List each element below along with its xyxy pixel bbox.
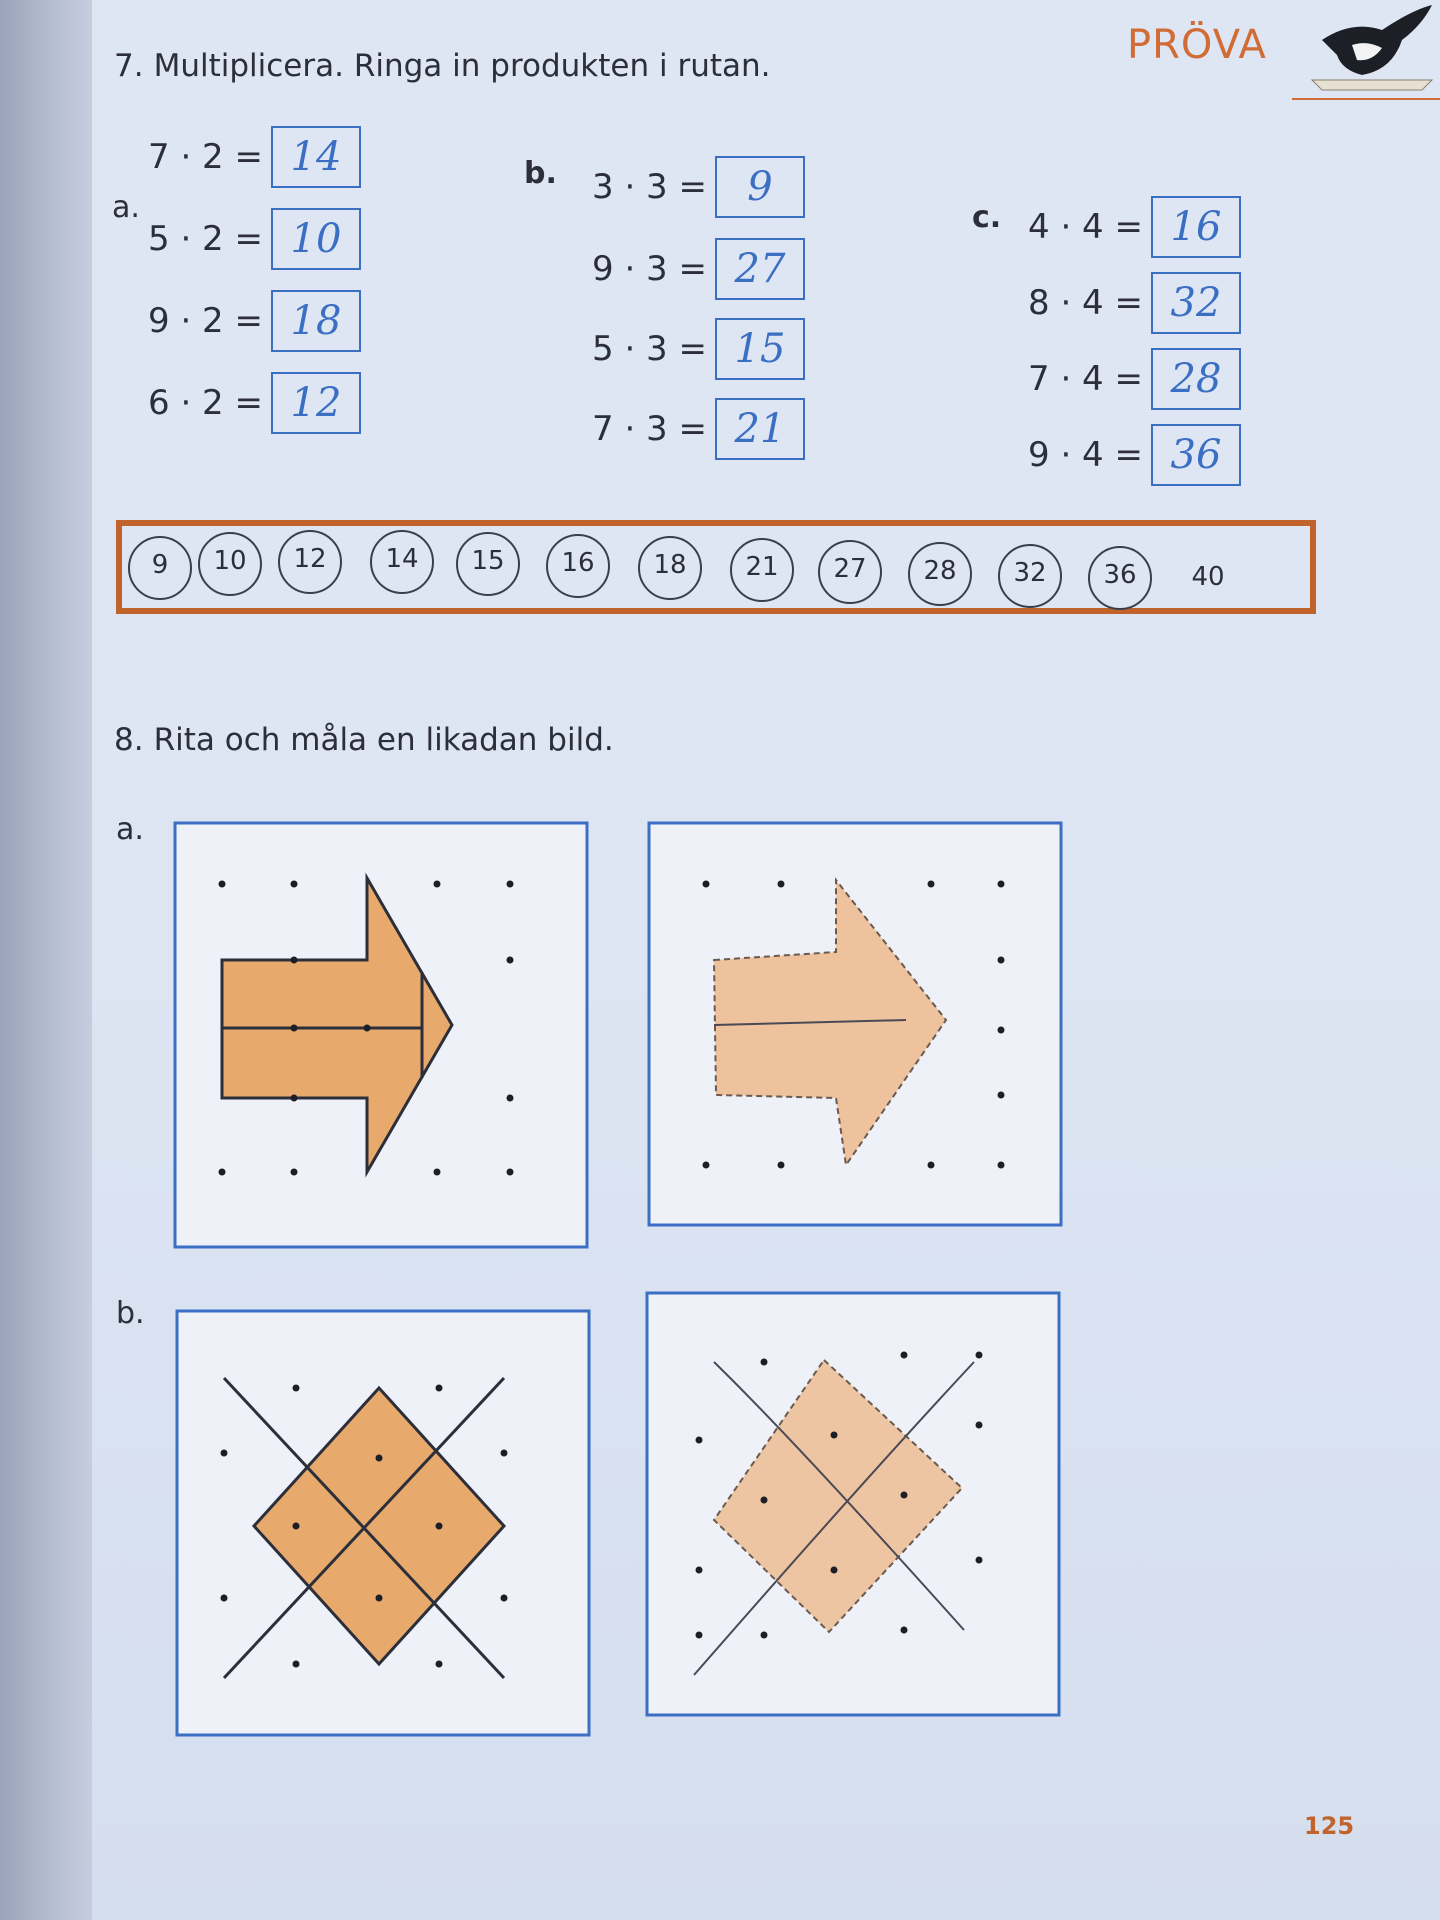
task-7c-label: c.	[972, 200, 1002, 235]
equation-expression: 7 · 4 =	[1028, 359, 1143, 399]
answer-box[interactable]: 18	[271, 290, 361, 352]
task-8a-label: a.	[116, 812, 144, 847]
equation-row	[148, 290, 361, 352]
product-strip	[116, 520, 1316, 614]
task-7b-label: b.	[524, 156, 557, 191]
header-rule	[1292, 98, 1440, 100]
answer-box[interactable]: 14	[271, 126, 361, 188]
equation-expression: 7 · 3 =	[592, 409, 707, 449]
task-7a-label: a.	[112, 190, 140, 225]
workbook-page	[92, 0, 1440, 1920]
book-spine	[0, 0, 92, 1920]
task-8-title	[114, 722, 614, 758]
equation-row	[592, 398, 805, 460]
equation-row	[148, 126, 361, 188]
answer-box[interactable]: 9	[715, 156, 805, 218]
answer-box[interactable]: 16	[1151, 196, 1241, 258]
answer-box[interactable]: 27	[715, 238, 805, 300]
page-number: 125	[1304, 1812, 1355, 1840]
answer-box[interactable]: 21	[715, 398, 805, 460]
arrow-model-panel	[172, 820, 592, 1250]
task-7-number: 7.	[114, 48, 144, 84]
equation-expression: 6 · 2 =	[148, 383, 263, 423]
task-7-text: Multiplicera. Ringa in produkten i rutan.	[153, 48, 771, 84]
answer-box[interactable]: 28	[1151, 348, 1241, 410]
product-number[interactable]: 32	[1002, 558, 1058, 588]
product-number[interactable]: 9	[132, 550, 188, 580]
arrow-drawing-panel	[646, 820, 1066, 1230]
equation-row	[148, 208, 361, 270]
equation-expression: 9 · 3 =	[592, 249, 707, 289]
equation-expression: 8 · 4 =	[1028, 283, 1143, 323]
equation-expression: 4 · 4 =	[1028, 207, 1143, 247]
equation-expression: 9 · 4 =	[1028, 435, 1143, 475]
equation-row	[1028, 272, 1241, 334]
section-label: PRÖVA	[1127, 22, 1267, 68]
equation-row	[148, 372, 361, 434]
equation-row	[592, 156, 805, 218]
product-number[interactable]: 27	[822, 554, 878, 584]
task-8-number: 8.	[114, 722, 144, 758]
product-number[interactable]: 28	[912, 556, 968, 586]
diamond-drawing-panel	[644, 1290, 1064, 1720]
equation-expression: 3 · 3 =	[592, 167, 707, 207]
task-8b-label: b.	[116, 1296, 145, 1331]
equation-row	[592, 238, 805, 300]
answer-box[interactable]: 36	[1151, 424, 1241, 486]
answer-box[interactable]: 10	[271, 208, 361, 270]
product-number[interactable]: 36	[1092, 560, 1148, 590]
product-number[interactable]: 15	[460, 546, 516, 576]
equation-expression: 7 · 2 =	[148, 137, 263, 177]
product-number[interactable]: 14	[374, 544, 430, 574]
equation-row	[592, 318, 805, 380]
answer-box[interactable]: 15	[715, 318, 805, 380]
product-number[interactable]: 16	[550, 548, 606, 578]
equation-row	[1028, 196, 1241, 258]
answer-box[interactable]: 32	[1151, 272, 1241, 334]
task-7-title	[114, 48, 771, 84]
product-number[interactable]: 21	[734, 552, 790, 582]
equation-expression: 5 · 3 =	[592, 329, 707, 369]
product-number[interactable]: 12	[282, 544, 338, 574]
answer-box[interactable]: 12	[271, 372, 361, 434]
task-8-text: Rita och måla en likadan bild.	[153, 722, 614, 758]
product-number[interactable]: 10	[202, 546, 258, 576]
magpie-icon	[1282, 0, 1440, 100]
product-number[interactable]: 40	[1191, 562, 1225, 592]
equation-expression: 9 · 2 =	[148, 301, 263, 341]
equation-row	[1028, 424, 1241, 486]
product-number[interactable]: 18	[642, 550, 698, 580]
diamond-model-panel	[174, 1308, 594, 1740]
equation-expression: 5 · 2 =	[148, 219, 263, 259]
equation-row	[1028, 348, 1241, 410]
